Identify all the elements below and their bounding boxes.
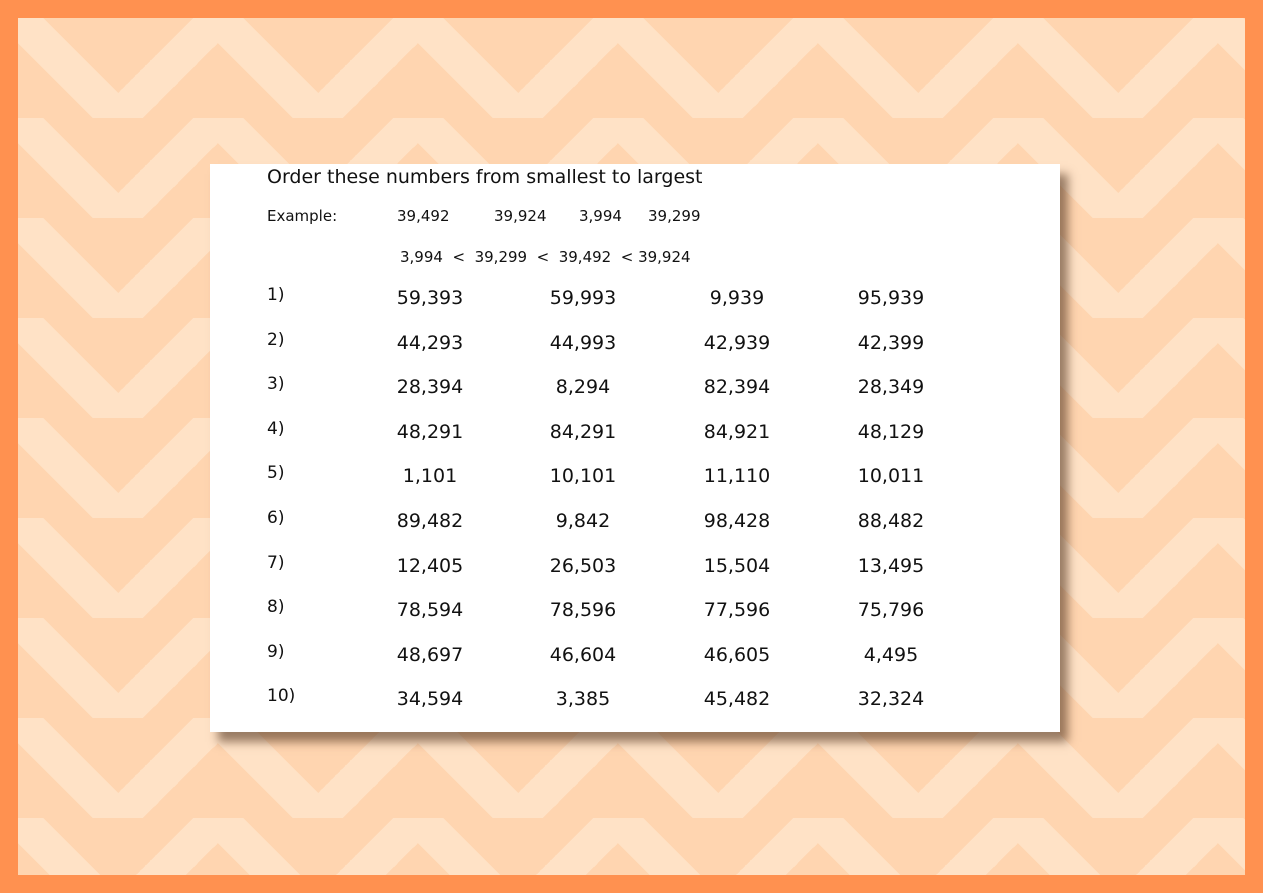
problem-number-value: 59,993 xyxy=(549,287,617,309)
problem-number-value: 44,293 xyxy=(396,331,464,354)
problem-number-value: 13,495 xyxy=(857,554,925,577)
problem-number-value: 84,921 xyxy=(703,420,771,443)
problem-number-value: 26,503 xyxy=(549,554,617,577)
worksheet-title: Order these numbers from smallest to largest xyxy=(267,166,703,188)
problem-number-value: 32,324 xyxy=(857,688,925,711)
worksheet-card xyxy=(210,164,1060,732)
problem-number-value: 48,697 xyxy=(396,643,464,666)
problem-number-value: 42,939 xyxy=(703,331,771,354)
problem-number-value: 42,399 xyxy=(857,331,925,354)
problem-number-value: 82,394 xyxy=(703,376,771,399)
example-number: 3,994 xyxy=(579,207,622,225)
problem-number: 9) xyxy=(267,641,285,662)
problem-number-value: 11,110 xyxy=(703,465,771,488)
example-label: Example: xyxy=(267,207,338,225)
problem-number-value: 15,504 xyxy=(703,554,771,577)
problem-number-value: 77,596 xyxy=(703,599,771,622)
problem-number-value: 45,482 xyxy=(703,688,771,711)
example-number: 39,299 xyxy=(648,207,701,225)
problem-number: 7) xyxy=(267,552,285,573)
problem-number-value: 46,604 xyxy=(549,643,617,666)
problem-number-value: 28,349 xyxy=(857,376,925,399)
problem-number: 6) xyxy=(267,508,285,528)
problem-number-value: 84,291 xyxy=(549,420,617,443)
chevron-background xyxy=(18,18,1245,875)
problem-number: 3) xyxy=(267,374,285,395)
problem-number-value: 10,101 xyxy=(549,465,617,488)
problem-number-value: 9,939 xyxy=(709,287,765,309)
problem-number-value: 12,405 xyxy=(396,554,464,577)
problem-number-value: 34,594 xyxy=(396,688,464,711)
problem-number-value: 10,011 xyxy=(857,465,925,488)
problem-number-value: 1,101 xyxy=(402,465,458,488)
problem-number-value: 89,482 xyxy=(396,510,464,532)
example-answer: 3,994 < 39,299 < 39,492 < 39,924 xyxy=(400,248,691,266)
problem-number-value: 3,385 xyxy=(555,688,611,711)
problem-number-value: 9,842 xyxy=(555,510,611,532)
problem-number-value: 78,596 xyxy=(549,599,617,622)
problem-number-value: 78,594 xyxy=(396,599,464,622)
problem-number: 2) xyxy=(267,329,285,350)
problem-number-value: 98,428 xyxy=(703,510,771,532)
problem-number-value: 4,495 xyxy=(863,643,919,666)
problem-number-value: 46,605 xyxy=(703,643,771,666)
problem-number: 5) xyxy=(267,463,285,484)
problem-number-value: 44,993 xyxy=(549,331,617,354)
problem-number-value: 28,394 xyxy=(396,376,464,399)
example-number: 39,924 xyxy=(494,207,547,225)
problem-number-value: 88,482 xyxy=(857,510,925,532)
example-number: 39,492 xyxy=(397,207,450,225)
problem-number-value: 48,129 xyxy=(857,420,925,443)
problem-number: 4) xyxy=(267,418,285,439)
problem-number: 8) xyxy=(267,597,285,618)
problem-number-value: 48,291 xyxy=(396,420,464,443)
problem-number-value: 59,393 xyxy=(396,287,464,309)
problem-number-value: 75,796 xyxy=(857,599,925,622)
problem-number-value: 95,939 xyxy=(857,287,925,309)
problem-number-value: 8,294 xyxy=(555,376,611,399)
problem-number: 10) xyxy=(267,686,296,707)
problem-number: 1) xyxy=(267,285,285,305)
